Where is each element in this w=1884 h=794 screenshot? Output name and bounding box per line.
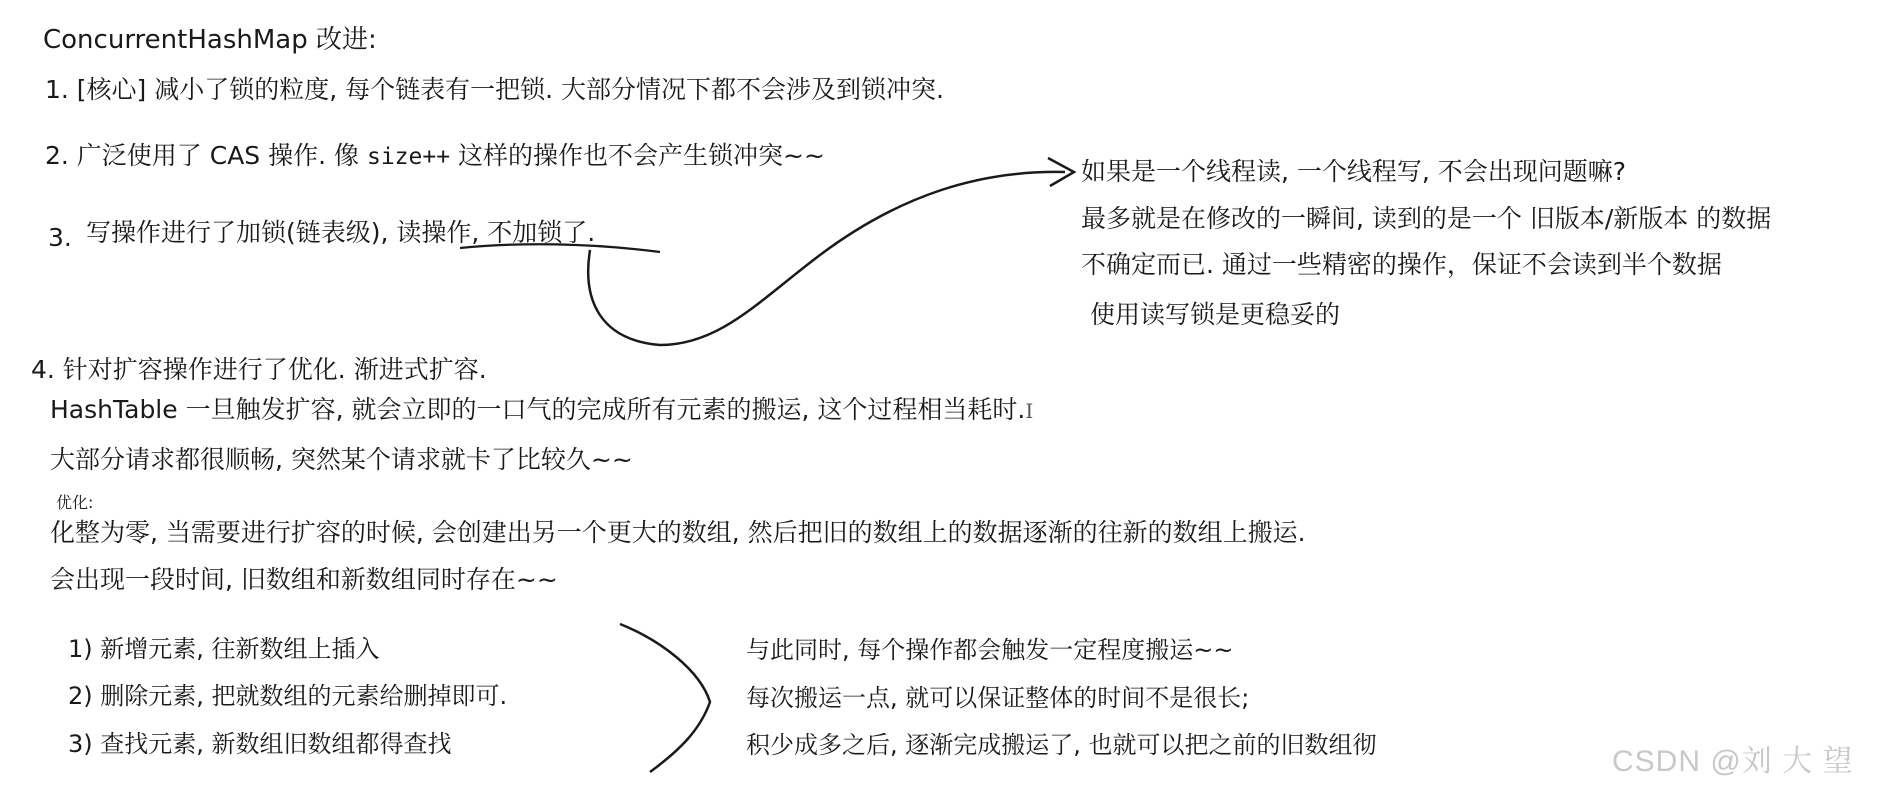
- item-3: 写操作进行了加锁(链表级), 读操作, 不加锁了.: [86, 218, 596, 247]
- item-4-title: 4. 针对扩容操作进行了优化. 渐进式扩容.: [31, 355, 487, 384]
- item-4-line-2: 大部分请求都很顺畅, 突然某个请求就卡了比较久~~: [50, 445, 633, 474]
- item-3-number: 3.: [48, 223, 72, 252]
- note-line-4: 使用读写锁是更稳妥的: [1090, 300, 1341, 329]
- arrow-stroke: [588, 172, 1065, 345]
- note-line-2: 最多就是在修改的一瞬间, 读到的是一个 旧版本/新版本 的数据: [1081, 204, 1772, 233]
- item-2-prefix: 2. 广泛使用了 CAS 操作. 像: [45, 141, 360, 170]
- note-line-1: 如果是一个线程读, 一个线程写, 不会出现问题嘛?: [1081, 157, 1627, 186]
- bracket-stroke: [620, 624, 710, 772]
- watermark: CSDN @刘 大 望: [1612, 745, 1854, 778]
- step-2: 2) 删除元素, 把就数组的元素给删掉即可.: [68, 682, 508, 710]
- step-1: 1) 新增元素, 往新数组上插入: [68, 635, 380, 663]
- step-3: 3) 查找元素, 新数组旧数组都得查找: [68, 730, 452, 758]
- item-2: [45, 141, 825, 172]
- item-2-suffix: 这样的操作也不会产生锁冲突~~: [458, 141, 825, 170]
- page-title: ConcurrentHashMap 改进:: [43, 25, 377, 55]
- optimization-label: 优化:: [56, 493, 94, 512]
- text-cursor-icon: I: [1025, 399, 1034, 423]
- right-note-1: 与此同时, 每个操作都会触发一定程度搬运~~: [746, 636, 1234, 664]
- item-2-code: size++: [366, 144, 451, 170]
- note-line-3: 不确定而已. 通过一些精密的操作，保证不会读到半个数据: [1081, 250, 1722, 279]
- item-4-line-1: [50, 395, 1033, 425]
- item-4-line-4: 会出现一段时间, 旧数组和新数组同时存在~~: [50, 565, 558, 594]
- item-4-line-1-text: HashTable 一旦触发扩容, 就会立即的一口气的完成所有元素的搬运, 这个过程相当耗时.: [50, 395, 1026, 424]
- item-1: 1. [核心] 减小了锁的粒度, 每个链表有一把锁. 大部分情况下都不会涉及到锁冲突.: [45, 75, 944, 104]
- item-4-line-3: 化整为零, 当需要进行扩容的时候, 会创建出另一个更大的数组, 然后把旧的数组上的数据逐渐的往新的数组上搬运.: [50, 518, 1306, 547]
- right-note-3: 积少成多之后, 逐渐完成搬运了, 也就可以把之前的旧数组彻: [746, 731, 1377, 759]
- right-note-2: 每次搬运一点, 就可以保证整体的时间不是很长;: [746, 684, 1250, 712]
